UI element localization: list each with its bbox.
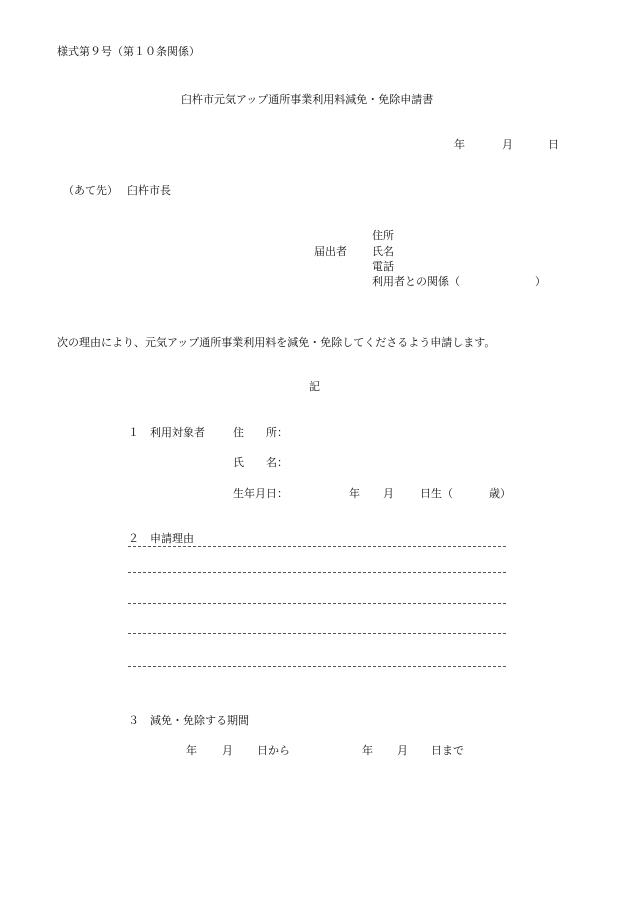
birth-year: 年 bbox=[349, 487, 360, 500]
ki-heading: 記 bbox=[309, 380, 320, 393]
reason-line-4 bbox=[128, 633, 506, 634]
date-month: 月 bbox=[502, 138, 513, 151]
applicant-relation-close: ） bbox=[535, 275, 546, 288]
date-year: 年 bbox=[454, 138, 465, 151]
reason-line-1 bbox=[128, 546, 506, 547]
addressee-prefix: （あて先） bbox=[63, 184, 118, 197]
reason-line-5 bbox=[128, 666, 506, 667]
target-address-label: 住 所： bbox=[233, 426, 288, 439]
addressee-name: 臼杵市長 bbox=[127, 184, 171, 197]
section-1-heading: １ 利用対象者 bbox=[128, 426, 205, 439]
applicant-address-label: 住所 bbox=[372, 229, 394, 242]
from-day: 日から bbox=[257, 744, 290, 757]
age: 歳） bbox=[489, 487, 511, 500]
from-year: 年 bbox=[186, 744, 197, 757]
to-year: 年 bbox=[362, 744, 373, 757]
birth-month: 月 bbox=[383, 487, 394, 500]
target-name-label: 氏 名： bbox=[233, 456, 288, 469]
from-month: 月 bbox=[222, 744, 233, 757]
applicant-name-label: 氏名 bbox=[372, 245, 394, 258]
form-number: 様式第９号（第１０条関係） bbox=[57, 45, 200, 58]
section-2-heading: ２ 申請理由 bbox=[128, 532, 194, 545]
target-birth-label: 生年月日： bbox=[233, 487, 288, 500]
section-3-heading: ３ 減免・免除する期間 bbox=[128, 714, 249, 727]
date-day: 日 bbox=[548, 138, 559, 151]
birth-day: 日生（ bbox=[420, 487, 453, 500]
reason-line-2 bbox=[128, 572, 506, 573]
applicant-label: 届出者 bbox=[314, 245, 347, 258]
applicant-relation-label: 利用者との関係（ bbox=[372, 275, 460, 288]
statement: 次の理由により、元気アップ通所事業利用料を減免・免除してくださるよう申請します。 bbox=[57, 336, 496, 349]
reason-line-3 bbox=[128, 603, 506, 604]
page-title: 臼杵市元気アップ通所事業利用料減免・免除申請書 bbox=[181, 93, 434, 106]
applicant-phone-label: 電話 bbox=[372, 260, 394, 273]
to-month: 月 bbox=[397, 744, 408, 757]
to-day: 日まで bbox=[431, 744, 464, 757]
